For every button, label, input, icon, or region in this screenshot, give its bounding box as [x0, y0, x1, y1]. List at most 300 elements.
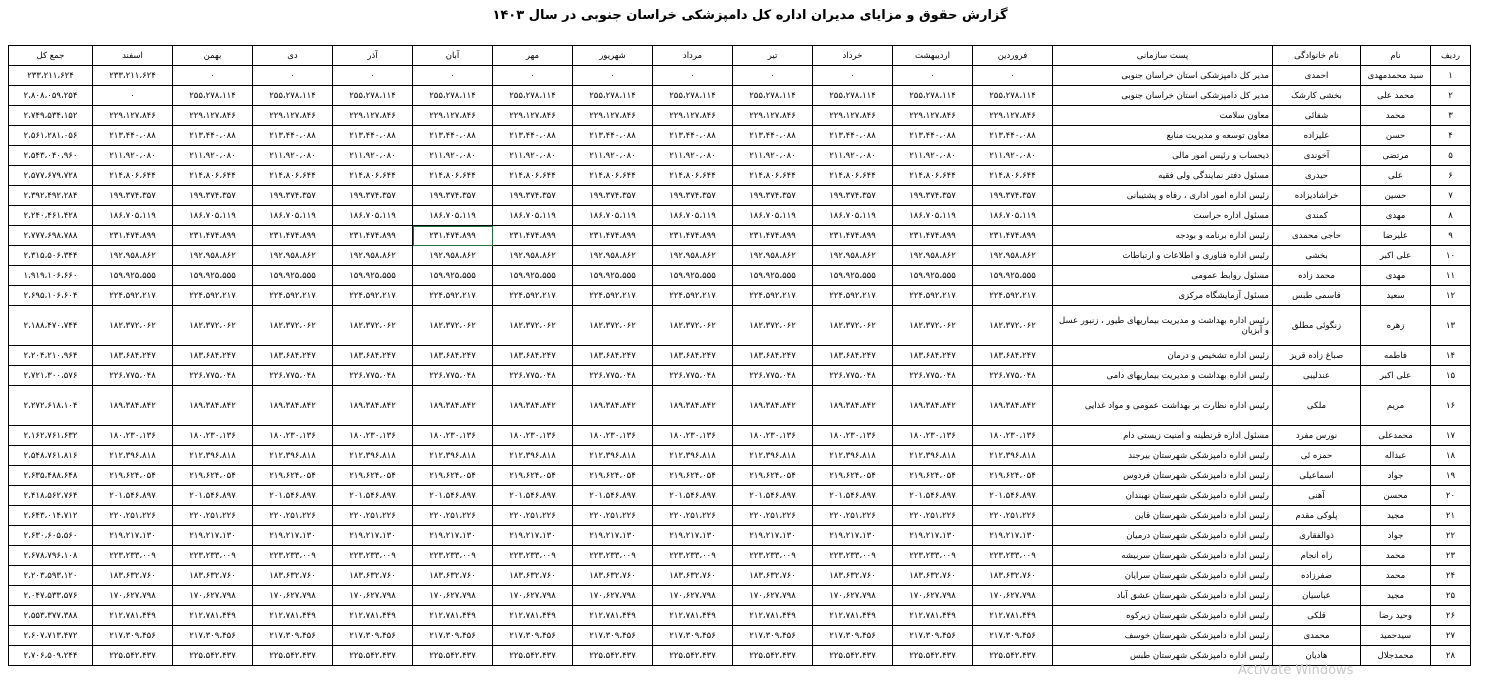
table-cell[interactable]: ۲،۱۶۲،۷۶۱،۶۳۲ [9, 426, 93, 446]
table-cell[interactable]: ۲۲ [1431, 526, 1471, 546]
table-cell[interactable]: ۲۰۱،۵۴۶،۸۹۷ [653, 486, 733, 506]
table-cell[interactable]: ۱۸۹،۳۸۴،۸۴۲ [413, 386, 493, 426]
table-cell[interactable]: ۲۱۹،۶۲۴،۰۵۴ [813, 466, 893, 486]
table-cell[interactable]: ملکی [1273, 386, 1361, 426]
table-cell[interactable]: ۲۱۱،۹۲۰،۰۸۰ [253, 146, 333, 166]
table-cell[interactable]: ۱۱ [1431, 266, 1471, 286]
table-cell[interactable]: ۲۲۳،۲۳۳،۰۰۹ [573, 546, 653, 566]
table-cell[interactable]: ۱۹۹،۳۷۴،۳۵۷ [173, 186, 253, 206]
table-cell[interactable]: ۱۸۶،۷۰۵،۱۱۹ [493, 206, 573, 226]
table-cell[interactable]: مسئول دفتر نمایندگی ولی فقیه [1053, 166, 1273, 186]
table-cell[interactable]: ۲۲۴،۵۹۲،۲۱۷ [653, 286, 733, 306]
table-cell[interactable]: محمد [1361, 546, 1431, 566]
column-header[interactable]: آبان [413, 46, 493, 66]
table-cell[interactable]: ۱۸۹،۳۸۴،۸۴۲ [493, 386, 573, 426]
table-cell[interactable]: ۱۸۳،۶۸۴،۲۴۷ [93, 346, 173, 366]
table-cell[interactable]: ۲۱۹،۶۲۴،۰۵۴ [893, 466, 973, 486]
table-cell[interactable]: ۲۵ [1431, 586, 1471, 606]
table-cell[interactable]: ۱۵۹،۹۲۵،۵۵۵ [93, 266, 173, 286]
table-cell[interactable]: محمد [1361, 106, 1431, 126]
table-cell[interactable]: رئیس اداره فناوری و اطلاعات و ارتباطات [1053, 246, 1273, 266]
table-cell[interactable]: ۱۸۳،۶۳۲،۷۶۰ [893, 566, 973, 586]
table-cell[interactable]: ۲۱۱،۹۲۰،۰۸۰ [93, 146, 173, 166]
table-cell[interactable]: ۱۸۶،۷۰۵،۱۱۹ [333, 206, 413, 226]
table-cell[interactable]: ۱۸۶،۷۰۵،۱۱۹ [413, 206, 493, 226]
table-cell[interactable]: ۲۲۶،۷۷۵،۰۴۸ [733, 366, 813, 386]
table-cell[interactable]: ۱۹۹،۳۷۴،۳۵۷ [813, 186, 893, 206]
table-cell[interactable]: شفائی [1273, 106, 1361, 126]
table-cell[interactable]: ۲۱۲،۳۹۶،۸۱۸ [253, 446, 333, 466]
table-cell[interactable]: ۲،۶۷۸،۷۹۶،۱۰۸ [9, 546, 93, 566]
table-cell[interactable]: رئیس اداره بهداشت و مدیریت بیماریهای دامی [1053, 366, 1273, 386]
table-cell[interactable]: محمد [1361, 566, 1431, 586]
table-cell[interactable]: ۲۱۳،۴۴۰،۰۸۸ [253, 126, 333, 146]
table-cell[interactable]: ۲،۶۳۰،۶۰۵،۵۶۰ [9, 526, 93, 546]
table-cell[interactable]: ۱۸۰،۲۳۰،۱۳۶ [253, 426, 333, 446]
table-cell[interactable]: ۲۲۶،۷۷۵،۰۴۸ [93, 366, 173, 386]
table-cell[interactable]: ۱۸۹،۳۸۴،۸۴۲ [173, 386, 253, 426]
table-cell[interactable]: ۱۵۹،۹۲۵،۵۵۵ [333, 266, 413, 286]
table-cell[interactable]: ۲۲۶،۷۷۵،۰۴۸ [253, 366, 333, 386]
table-cell[interactable]: ۱۸۳،۶۳۲،۷۶۰ [573, 566, 653, 586]
table-cell[interactable]: ۲۲۳،۲۳۳،۰۰۹ [253, 546, 333, 566]
table-cell[interactable]: اسماعیلی [1273, 466, 1361, 486]
table-cell[interactable]: ۲۳۱،۴۷۴،۸۹۹ [733, 226, 813, 246]
table-cell[interactable]: ۱۷۰،۶۲۷،۷۹۸ [413, 586, 493, 606]
table-cell[interactable]: مدیر کل دامپزشکی استان خراسان جنوبی [1053, 86, 1273, 106]
table-cell[interactable]: ۱۸۲،۳۷۲،۰۶۲ [93, 306, 173, 346]
table-cell[interactable]: ۲۲۵،۵۴۲،۴۳۷ [413, 646, 493, 666]
table-cell[interactable]: ۲۱۹،۲۱۷،۱۳۰ [653, 526, 733, 546]
table-cell[interactable]: ۲۲۶،۷۷۵،۰۴۸ [653, 366, 733, 386]
table-cell[interactable]: مدیر کل دامپزشکی استان خراسان جنوبی [1053, 66, 1273, 86]
table-cell[interactable]: ۱۷۰،۶۲۷،۷۹۸ [653, 586, 733, 606]
table-cell[interactable]: مسئول آزمایشگاه مرکزی [1053, 286, 1273, 306]
table-cell[interactable]: مرتضی [1361, 146, 1431, 166]
table-cell[interactable]: حمزه ئی [1273, 446, 1361, 466]
table-cell[interactable]: ۲۲۹،۱۲۷،۸۴۶ [93, 106, 173, 126]
table-cell[interactable]: ۲۱۲،۳۹۶،۸۱۸ [733, 446, 813, 466]
table-cell[interactable]: ۲۲۴،۵۹۲،۲۱۷ [493, 286, 573, 306]
table-cell[interactable]: رئیس اداره دامپزشکی شهرستان قاین [1053, 506, 1273, 526]
table-cell[interactable]: ۱۸۹،۳۸۴،۸۴۲ [973, 386, 1053, 426]
table-cell[interactable]: رئیس اداره دامپزشکی شهرستان سرایان [1053, 566, 1273, 586]
table-cell[interactable]: ۱۸۲،۳۷۲،۰۶۲ [333, 306, 413, 346]
table-cell[interactable]: ۲۵۵،۲۷۸،۱۱۴ [413, 86, 493, 106]
table-cell[interactable]: ۲۲۰،۲۵۱،۲۲۶ [973, 506, 1053, 526]
table-cell[interactable]: ۱۸۳،۶۸۴،۲۴۷ [573, 346, 653, 366]
table-cell[interactable]: ۲۲۵،۵۴۲،۴۳۷ [573, 646, 653, 666]
table-cell[interactable]: جواد [1361, 526, 1431, 546]
table-cell[interactable]: ۸ [1431, 206, 1471, 226]
column-header[interactable]: جمع کل [9, 46, 93, 66]
table-cell[interactable]: ۲۱۴،۸۰۶،۶۴۴ [253, 166, 333, 186]
table-cell[interactable]: ۲۰۱،۵۴۶،۸۹۷ [733, 486, 813, 506]
table-cell[interactable]: ۴ [1431, 126, 1471, 146]
table-cell[interactable]: ۱۹۲،۹۵۸،۸۶۲ [93, 246, 173, 266]
table-cell[interactable]: ۲۲۶،۷۷۵،۰۴۸ [893, 366, 973, 386]
table-cell[interactable]: ۲۲۹،۱۲۷،۸۴۶ [333, 106, 413, 126]
column-header[interactable]: نام خانوادگی [1273, 46, 1361, 66]
table-cell[interactable]: راه انجام [1273, 546, 1361, 566]
table-cell[interactable]: ۱۸۶،۷۰۵،۱۱۹ [653, 206, 733, 226]
table-cell[interactable]: ۲۲۶،۷۷۵،۰۴۸ [493, 366, 573, 386]
table-cell[interactable]: ۲۵۵،۲۷۸،۱۱۴ [253, 86, 333, 106]
table-cell[interactable]: ۲۵۵،۲۷۸،۱۱۴ [973, 86, 1053, 106]
table-cell[interactable]: ذیحساب و رئیس امور مالی [1053, 146, 1273, 166]
table-cell[interactable]: ۰ [813, 66, 893, 86]
table-cell[interactable]: ۲۱۴،۸۰۶،۶۴۴ [813, 166, 893, 186]
table-cell[interactable]: ۲۰۱،۵۴۶،۸۹۷ [973, 486, 1053, 506]
table-cell[interactable]: ۲۱۳،۴۴۰،۰۸۸ [173, 126, 253, 146]
table-cell[interactable]: رئیس اداره امور اداری ، رفاه و پشتیبانی [1053, 186, 1273, 206]
table-cell[interactable]: ۲۲۶،۷۷۵،۰۴۸ [413, 366, 493, 386]
table-cell[interactable]: ۲۲۹،۱۲۷،۸۴۶ [493, 106, 573, 126]
table-cell[interactable]: ۱۸۳،۶۳۲،۷۶۰ [173, 566, 253, 586]
table-cell[interactable]: نورس مفرد [1273, 426, 1361, 446]
table-cell[interactable]: صفرزاده [1273, 566, 1361, 586]
table-cell[interactable]: ۲۱۴،۸۰۶،۶۴۴ [973, 166, 1053, 186]
table-cell[interactable]: ۲۱۹،۲۱۷،۱۳۰ [573, 526, 653, 546]
table-cell[interactable]: ۲۱۹،۶۲۴،۰۵۴ [973, 466, 1053, 486]
table-cell[interactable]: ۲،۷۰۶،۵۰۹،۲۴۴ [9, 646, 93, 666]
table-cell[interactable]: ۱۵۹،۹۲۵،۵۵۵ [493, 266, 573, 286]
table-cell[interactable]: ۲،۵۷۷،۶۷۹،۷۲۸ [9, 166, 93, 186]
table-cell[interactable]: ۱۸۳،۶۳۲،۷۶۰ [653, 566, 733, 586]
column-header[interactable]: فروردین [973, 46, 1053, 66]
table-cell[interactable]: ۰ [973, 66, 1053, 86]
table-cell[interactable]: ۲۱۲،۷۸۱،۴۴۹ [253, 606, 333, 626]
table-cell[interactable]: قاسمی طبس [1273, 286, 1361, 306]
table-cell[interactable]: ۱ [1431, 66, 1471, 86]
table-cell[interactable]: ۲۱۹،۶۲۴،۰۵۴ [413, 466, 493, 486]
table-cell[interactable]: ۲۱ [1431, 506, 1471, 526]
table-cell[interactable]: علی اکبر [1361, 366, 1431, 386]
table-cell[interactable]: ۱۷۰،۶۲۷،۷۹۸ [253, 586, 333, 606]
table-cell[interactable]: ۲۱۹،۲۱۷،۱۳۰ [973, 526, 1053, 546]
table-cell[interactable]: ۱۷۰،۶۲۷،۷۹۸ [333, 586, 413, 606]
table-cell[interactable]: ۲۱۴،۸۰۶،۶۴۴ [893, 166, 973, 186]
table-cell[interactable]: ۱۸۹،۳۸۴،۸۴۲ [733, 386, 813, 426]
table-cell[interactable]: ۱۸۹،۳۸۴،۸۴۲ [253, 386, 333, 426]
table-cell[interactable]: ۲۱۱،۹۲۰،۰۸۰ [893, 146, 973, 166]
table-cell[interactable]: ۲۱۷،۳۰۹،۴۵۶ [173, 626, 253, 646]
table-cell[interactable]: ۲۲۴،۵۹۲،۲۱۷ [253, 286, 333, 306]
table-cell[interactable]: ۲۲۵،۵۴۲،۴۳۷ [973, 646, 1053, 666]
table-cell[interactable]: ۲۱۳،۴۴۰،۰۸۸ [813, 126, 893, 146]
table-cell[interactable]: ۲۱۳،۴۴۰،۰۸۸ [973, 126, 1053, 146]
table-cell[interactable]: ۱۷۰،۶۲۷،۷۹۸ [733, 586, 813, 606]
table-cell[interactable]: ۲۱۲،۳۹۶،۸۱۸ [813, 446, 893, 466]
table-cell[interactable]: ۱۸۰،۲۳۰،۱۳۶ [333, 426, 413, 446]
table-cell[interactable]: رئیس اداره دامپزشکی شهرستان سربیشه [1053, 546, 1273, 566]
column-header[interactable]: اسفند [93, 46, 173, 66]
table-cell[interactable]: ۲۲۳،۲۳۳،۰۰۹ [973, 546, 1053, 566]
table-cell[interactable]: ۲۱۷،۳۰۹،۴۵۶ [653, 626, 733, 646]
table-cell[interactable]: ۱۹۹،۳۷۴،۳۵۷ [333, 186, 413, 206]
table-cell[interactable]: ۲۱۴،۸۰۶،۶۴۴ [173, 166, 253, 186]
table-cell[interactable]: ۱۹۹،۳۷۴،۳۵۷ [973, 186, 1053, 206]
table-cell[interactable]: ۲۱۹،۶۲۴،۰۵۴ [333, 466, 413, 486]
table-cell[interactable]: ۲۲۹،۱۲۷،۸۴۶ [413, 106, 493, 126]
table-cell[interactable]: ۲۲۰،۲۵۱،۲۲۶ [253, 506, 333, 526]
table-cell[interactable]: محسن [1361, 486, 1431, 506]
table-cell[interactable]: رئیس اداره بهداشت و مدیریت بیماریهای طیور ، زنبور عسل و آبزیان [1053, 306, 1273, 346]
table-cell[interactable]: ۱۹۲،۹۵۸،۸۶۲ [173, 246, 253, 266]
table-cell[interactable]: ۲۲۶،۷۷۵،۰۴۸ [173, 366, 253, 386]
table-cell[interactable]: ۲۱۷،۳۰۹،۴۵۶ [573, 626, 653, 646]
table-cell[interactable]: ۲۱۲،۳۹۶،۸۱۸ [413, 446, 493, 466]
table-cell[interactable]: ۲۰۱،۵۴۶،۸۹۷ [333, 486, 413, 506]
table-cell[interactable]: آخوندی [1273, 146, 1361, 166]
table-cell[interactable]: ۲۲۴،۵۹۲،۲۱۷ [893, 286, 973, 306]
table-cell[interactable]: ۱۹۲،۹۵۸،۸۶۲ [413, 246, 493, 266]
table-cell[interactable]: ۲۳۳،۲۱۱،۶۲۴ [93, 66, 173, 86]
table-cell[interactable]: ۲۱۳،۴۴۰،۰۸۸ [653, 126, 733, 146]
table-cell[interactable]: ۲۱۲،۷۸۱،۴۴۹ [653, 606, 733, 626]
table-cell[interactable]: ۱،۹۱۹،۱۰۶،۶۶۰ [9, 266, 93, 286]
table-cell[interactable]: خراشادیزاده [1273, 186, 1361, 206]
table-cell[interactable]: ۲ [1431, 86, 1471, 106]
table-cell[interactable]: ۲۰۱،۵۴۶،۸۹۷ [413, 486, 493, 506]
table-cell[interactable]: مسئول روابط عمومی [1053, 266, 1273, 286]
table-cell[interactable]: ۲۱۱،۹۲۰،۰۸۰ [733, 146, 813, 166]
table-cell[interactable]: ۲۳ [1431, 546, 1471, 566]
table-cell[interactable]: ۱۲ [1431, 286, 1471, 306]
table-cell[interactable]: ۱۸۶،۷۰۵،۱۱۹ [893, 206, 973, 226]
table-cell[interactable]: بخشی کارشک [1273, 86, 1361, 106]
table-cell[interactable]: ۲۲۰،۲۵۱،۲۲۶ [893, 506, 973, 526]
table-cell[interactable]: مریم [1361, 386, 1431, 426]
table-cell[interactable]: علیزاده [1273, 126, 1361, 146]
table-cell[interactable]: مجید [1361, 506, 1431, 526]
table-cell[interactable]: ۲۱۹،۶۲۴،۰۵۴ [93, 466, 173, 486]
table-cell[interactable]: ۱۸۳،۶۸۴،۲۴۷ [173, 346, 253, 366]
table-cell[interactable]: ۱۳ [1431, 306, 1471, 346]
table-cell[interactable]: ۰ [333, 66, 413, 86]
table-cell[interactable]: ۲،۲۰۳،۵۹۳،۱۲۰ [9, 566, 93, 586]
table-cell[interactable]: ۱۹۹،۳۷۴،۳۵۷ [493, 186, 573, 206]
table-cell[interactable]: ۲،۷۲۱،۳۰۰،۵۷۶ [9, 366, 93, 386]
table-cell[interactable]: رئیس اداره تشخیص و درمان [1053, 346, 1273, 366]
table-cell[interactable]: ۲۷ [1431, 626, 1471, 646]
table-cell[interactable]: ۲۱۴،۸۰۶،۶۴۴ [493, 166, 573, 186]
table-cell[interactable]: جواد [1361, 466, 1431, 486]
table-cell[interactable]: ۲،۶۴۳،۰۱۴،۷۱۲ [9, 506, 93, 526]
table-cell[interactable]: ۰ [573, 66, 653, 86]
column-header[interactable]: اردیبهشت [893, 46, 973, 66]
table-cell[interactable]: ۲،۶۳۵،۴۸۸،۶۴۸ [9, 466, 93, 486]
table-cell[interactable]: ۲۱۳،۴۴۰،۰۸۸ [493, 126, 573, 146]
table-cell[interactable]: ۲۱۱،۹۲۰،۰۸۰ [173, 146, 253, 166]
table-cell[interactable]: ۲۰۱،۵۴۶،۸۹۷ [253, 486, 333, 506]
table-cell[interactable]: ۱۸۶،۷۰۵،۱۱۹ [733, 206, 813, 226]
table-cell[interactable]: ۱۶ [1431, 386, 1471, 426]
table-cell[interactable]: ۲۲۰،۲۵۱،۲۲۶ [573, 506, 653, 526]
table-cell[interactable]: ۱۸۳،۶۳۲،۷۶۰ [413, 566, 493, 586]
table-cell[interactable]: رئیس اداره دامپزشکی شهرستان نهبندان [1053, 486, 1273, 506]
table-cell[interactable]: ۲۱۲،۳۹۶،۸۱۸ [653, 446, 733, 466]
table-cell[interactable]: ۲۲۳،۲۳۳،۰۰۹ [413, 546, 493, 566]
table-cell[interactable]: ۲۲۴،۵۹۲،۲۱۷ [973, 286, 1053, 306]
table-cell[interactable]: ۲۱۱،۹۲۰،۰۸۰ [413, 146, 493, 166]
table-cell[interactable]: رئیس اداره دامپزشکی شهرستان عشق آباد [1053, 586, 1273, 606]
table-cell[interactable]: صباغ زاده قریز [1273, 346, 1361, 366]
table-cell[interactable]: ۲،۴۱۸،۵۶۲،۷۶۴ [9, 486, 93, 506]
table-cell[interactable]: ۲۰۱،۵۴۶،۸۹۷ [813, 486, 893, 506]
table-cell[interactable]: ۲۰ [1431, 486, 1471, 506]
table-cell[interactable]: ۲۰۱،۵۴۶،۸۹۷ [173, 486, 253, 506]
table-cell[interactable]: ۲،۳۹۲،۴۹۲،۲۸۴ [9, 186, 93, 206]
table-cell[interactable]: ۲۱۲،۷۸۱،۴۴۹ [733, 606, 813, 626]
table-cell[interactable]: ۲۱۳،۴۴۰،۰۸۸ [733, 126, 813, 146]
table-cell[interactable]: ۲۱۲،۷۸۱،۴۴۹ [973, 606, 1053, 626]
table-cell[interactable]: ۲۱۴،۸۰۶،۶۴۴ [733, 166, 813, 186]
table-cell[interactable]: قلکی [1273, 606, 1361, 626]
table-cell[interactable]: ۲۱۳،۴۴۰،۰۸۸ [333, 126, 413, 146]
table-cell[interactable]: ۲۱۹،۶۲۴،۰۵۴ [493, 466, 573, 486]
table-cell[interactable]: ۲۵۵،۲۷۸،۱۱۴ [173, 86, 253, 106]
table-cell[interactable]: محمدجلال [1361, 646, 1431, 666]
table-cell[interactable]: ۲۱۱،۹۲۰،۰۸۰ [333, 146, 413, 166]
table-cell[interactable]: ۲۳۱،۴۷۴،۸۹۹ [333, 226, 413, 246]
table-cell[interactable]: ۱۸۳،۶۸۴،۲۴۷ [893, 346, 973, 366]
table-cell[interactable]: ۲۱۲،۳۹۶،۸۱۸ [973, 446, 1053, 466]
table-cell[interactable]: ۱۸۳،۶۸۴،۲۴۷ [413, 346, 493, 366]
table-cell[interactable]: ۲۲۴،۵۹۲،۲۱۷ [333, 286, 413, 306]
table-cell[interactable]: ۱۸۳،۶۸۴،۲۴۷ [333, 346, 413, 366]
table-cell[interactable]: رئیس اداره دامپزشکی شهرستان درمیان [1053, 526, 1273, 546]
table-cell[interactable]: ۱۸۰،۲۳۰،۱۳۶ [893, 426, 973, 446]
table-cell[interactable]: ۱۷۰،۶۲۷،۷۹۸ [93, 586, 173, 606]
table-cell[interactable]: ۲۱۱،۹۲۰،۰۸۰ [973, 146, 1053, 166]
table-cell[interactable]: ۲۱۹،۲۱۷،۱۳۰ [893, 526, 973, 546]
table-cell[interactable]: ۲۳۱،۴۷۴،۸۹۹ [813, 226, 893, 246]
table-cell[interactable]: ۲۱۴،۸۰۶،۶۴۴ [573, 166, 653, 186]
table-cell[interactable]: ۱۸۰،۲۳۰،۱۳۶ [573, 426, 653, 446]
table-cell[interactable]: رئیس اداره دامپزشکی شهرستان خوسف [1053, 626, 1273, 646]
table-cell[interactable]: ۲۳۱،۴۷۴،۸۹۹ [973, 226, 1053, 246]
table-cell[interactable]: محمد علی [1361, 86, 1431, 106]
table-cell[interactable]: ۲۱۲،۷۸۱،۴۴۹ [813, 606, 893, 626]
table-cell[interactable]: ۲۱۹،۶۲۴،۰۵۴ [253, 466, 333, 486]
table-cell[interactable]: ۲۱۱،۹۲۰،۰۸۰ [653, 146, 733, 166]
table-cell[interactable]: مسئول اداره قرنطینه و امنیت زیستی دام [1053, 426, 1273, 446]
table-cell[interactable]: مهدی [1361, 206, 1431, 226]
table-cell[interactable]: ۲،۲۰۴،۲۱۰،۹۶۴ [9, 346, 93, 366]
table-cell[interactable]: ۲۱۱،۹۲۰،۰۸۰ [813, 146, 893, 166]
table-cell[interactable]: ۱۸۳،۶۸۴،۲۴۷ [253, 346, 333, 366]
table-cell[interactable]: علی [1361, 166, 1431, 186]
table-cell[interactable]: ۱۹۲،۹۵۸،۸۶۲ [973, 246, 1053, 266]
table-cell[interactable]: ۱۸۹،۳۸۴،۸۴۲ [573, 386, 653, 426]
table-cell[interactable]: ۱۹۹،۳۷۴،۳۵۷ [733, 186, 813, 206]
table-cell[interactable]: ۲۲۴،۵۹۲،۲۱۷ [733, 286, 813, 306]
table-cell[interactable]: ۲۲۳،۲۳۳،۰۰۹ [93, 546, 173, 566]
table-cell[interactable]: ۲۱۹،۲۱۷،۱۳۰ [333, 526, 413, 546]
table-cell[interactable]: ۲۲۵،۵۴۲،۴۳۷ [93, 646, 173, 666]
table-cell[interactable]: ۱۸۲،۳۷۲،۰۶۲ [173, 306, 253, 346]
table-cell[interactable]: ۱۸۶،۷۰۵،۱۱۹ [813, 206, 893, 226]
table-cell[interactable]: آهنی [1273, 486, 1361, 506]
table-cell[interactable]: عباسیان [1273, 586, 1361, 606]
table-cell[interactable]: ۱۷۰،۶۲۷،۷۹۸ [973, 586, 1053, 606]
table-cell[interactable]: ۳ [1431, 106, 1471, 126]
table-cell[interactable]: ۱۴ [1431, 346, 1471, 366]
table-cell[interactable]: محمدعلی [1361, 426, 1431, 446]
table-cell[interactable]: ۱۹۹،۳۷۴،۳۵۷ [653, 186, 733, 206]
table-cell[interactable]: ۲۲۶،۷۷۵،۰۴۸ [813, 366, 893, 386]
table-cell[interactable]: ۲۲۰،۲۵۱،۲۲۶ [333, 506, 413, 526]
table-cell[interactable]: ۱۸۰،۲۳۰،۱۳۶ [413, 426, 493, 446]
table-cell[interactable]: ۱۸۲،۳۷۲،۰۶۲ [973, 306, 1053, 346]
table-cell[interactable]: محمدی [1273, 626, 1361, 646]
table-cell[interactable]: ۲،۲۷۲،۶۱۸،۱۰۴ [9, 386, 93, 426]
table-cell[interactable]: ۲۱۷،۳۰۹،۴۵۶ [333, 626, 413, 646]
table-cell[interactable]: ۰ [493, 66, 573, 86]
table-cell[interactable]: ۲۵۵،۲۷۸،۱۱۴ [493, 86, 573, 106]
table-cell[interactable]: ۱۸ [1431, 446, 1471, 466]
table-cell[interactable]: ذوالفقاری [1273, 526, 1361, 546]
table-cell[interactable]: ۲۲۹،۱۲۷،۸۴۶ [893, 106, 973, 126]
table-cell[interactable]: ۱۹۲،۹۵۸،۸۶۲ [653, 246, 733, 266]
table-cell[interactable]: ۲۳۱،۴۷۴،۸۹۹ [573, 226, 653, 246]
table-cell[interactable]: ۱۸۰،۲۳۰،۱۳۶ [493, 426, 573, 446]
table-cell[interactable]: ۱۸۹،۳۸۴،۸۴۲ [653, 386, 733, 426]
table-cell[interactable]: ۱۸۲،۳۷۲،۰۶۲ [893, 306, 973, 346]
table-cell[interactable]: ۲۲۳،۲۳۳،۰۰۹ [653, 546, 733, 566]
table-cell[interactable]: ۲۲۳،۲۳۳،۰۰۹ [893, 546, 973, 566]
table-cell[interactable]: مسئول اداره حراست [1053, 206, 1273, 226]
table-cell[interactable]: ۲۲۴،۵۹۲،۲۱۷ [413, 286, 493, 306]
table-cell[interactable]: ۱۸۳،۶۸۴،۲۴۷ [973, 346, 1053, 366]
table-cell[interactable]: ۱۹۹،۳۷۴،۳۵۷ [413, 186, 493, 206]
column-header[interactable]: خرداد [813, 46, 893, 66]
table-cell[interactable]: ۲۱۱،۹۲۰،۰۸۰ [493, 146, 573, 166]
table-cell[interactable]: ۱۵۹،۹۲۵،۵۵۵ [813, 266, 893, 286]
table-cell[interactable]: زهره [1361, 306, 1431, 346]
table-cell[interactable]: ۲۳۱،۴۷۴،۸۹۹ [493, 226, 573, 246]
table-cell[interactable]: ۲۲۹،۱۲۷،۸۴۶ [173, 106, 253, 126]
table-cell[interactable]: ۱۸۹،۳۸۴،۸۴۲ [813, 386, 893, 426]
table-cell[interactable]: ۱۸۲،۳۷۲،۰۶۲ [733, 306, 813, 346]
column-header[interactable]: پست سازمانی [1053, 46, 1273, 66]
table-cell[interactable]: ۱۸۳،۶۳۲،۷۶۰ [333, 566, 413, 586]
table-cell[interactable]: ۱۸۹،۳۸۴،۸۴۲ [333, 386, 413, 426]
table-cell[interactable]: ۲۲۰،۲۵۱،۲۲۶ [733, 506, 813, 526]
table-cell[interactable]: ۱۹۲،۹۵۸،۸۶۲ [893, 246, 973, 266]
table-cell[interactable]: ۲۱۹،۲۱۷،۱۳۰ [173, 526, 253, 546]
table-cell[interactable]: ۱۸۰،۲۳۰،۱۳۶ [733, 426, 813, 446]
table-cell[interactable]: ۲۸ [1431, 646, 1471, 666]
table-cell[interactable]: ۲۱۷،۳۰۹،۴۵۶ [893, 626, 973, 646]
table-cell[interactable]: ۲۲۴،۵۹۲،۲۱۷ [813, 286, 893, 306]
table-cell[interactable]: ۱۷۰،۶۲۷،۷۹۸ [893, 586, 973, 606]
table-cell[interactable]: ۱۹۲،۹۵۸،۸۶۲ [813, 246, 893, 266]
table-cell[interactable]: ۰ [253, 66, 333, 86]
table-cell[interactable]: ۱۷۰،۶۲۷،۷۹۸ [813, 586, 893, 606]
table-cell[interactable]: حسن [1361, 126, 1431, 146]
table-cell[interactable]: ۱۹۲،۹۵۸،۸۶۲ [333, 246, 413, 266]
table-cell[interactable]: ۱۸۳،۶۳۲،۷۶۰ [973, 566, 1053, 586]
table-cell[interactable]: ۲۲۶،۷۷۵،۰۴۸ [973, 366, 1053, 386]
table-cell[interactable]: ۱۵۹،۹۲۵،۵۵۵ [973, 266, 1053, 286]
table-cell[interactable]: مهدی [1361, 266, 1431, 286]
table-cell[interactable]: ۱۸۳،۶۳۲،۷۶۰ [253, 566, 333, 586]
table-cell[interactable]: رئیس اداره دامپزشکی شهرستان طبس [1053, 646, 1273, 666]
table-cell[interactable]: ۲۱۹،۲۱۷،۱۳۰ [493, 526, 573, 546]
table-cell[interactable]: ۱۸۶،۷۰۵،۱۱۹ [173, 206, 253, 226]
